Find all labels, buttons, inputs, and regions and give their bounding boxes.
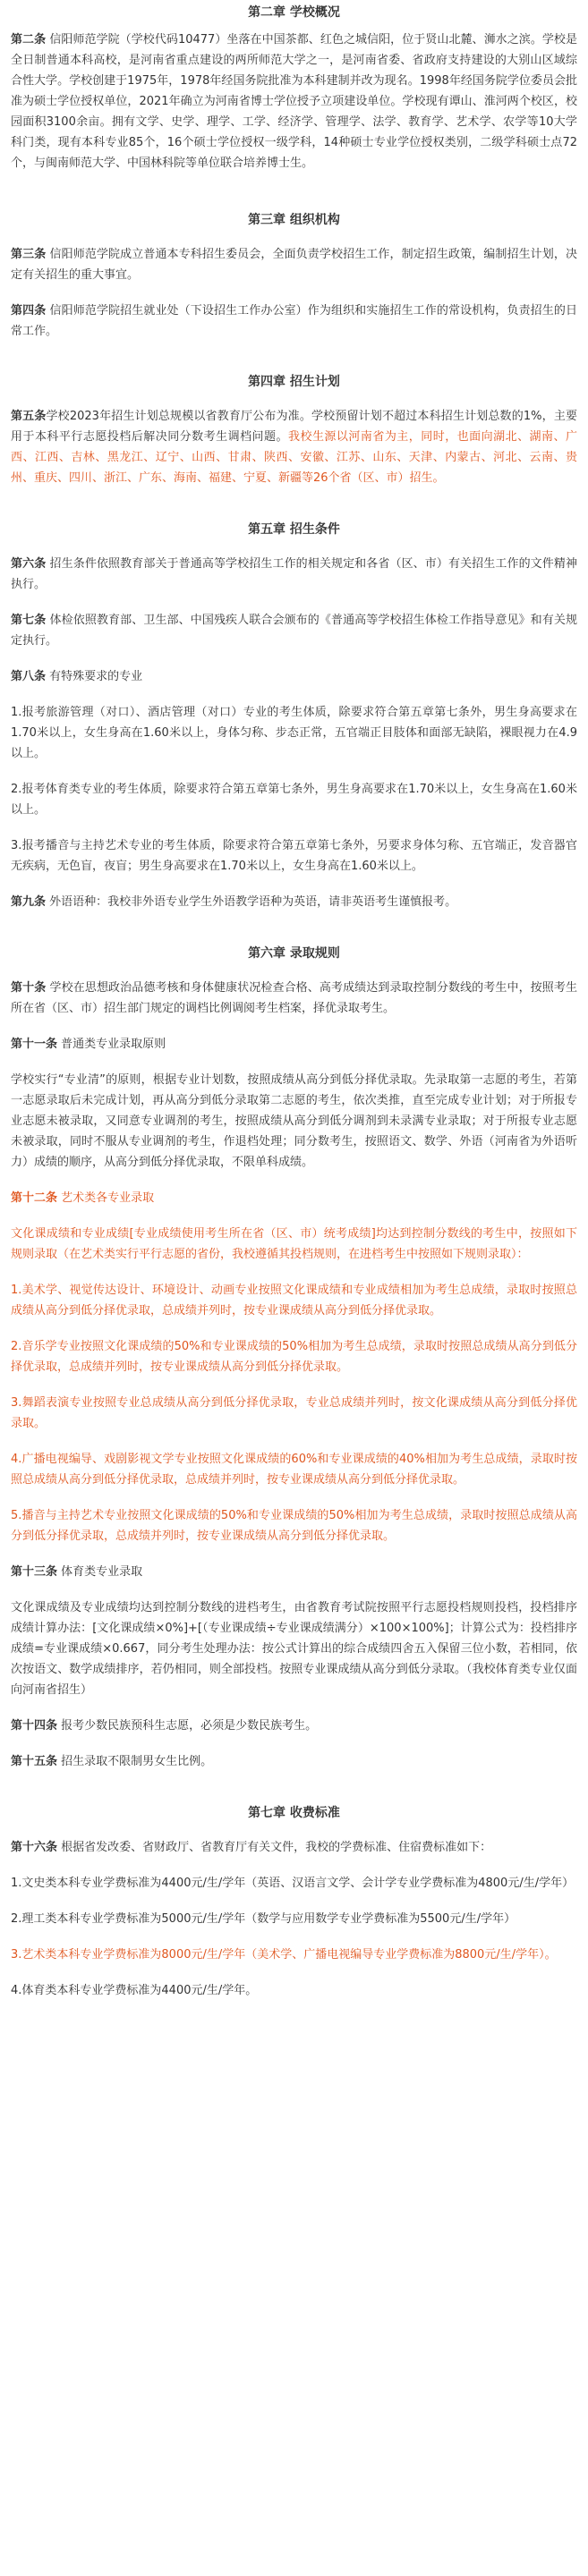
article-6 [11, 554, 577, 595]
article-11 [11, 1034, 577, 1055]
article-14-text: 报考少数民族预科生志愿，必须是少数民族考生。 [57, 1719, 318, 1733]
article-2-lead: 第二条 [11, 33, 47, 47]
fee-item-2: 2.理工类本科专业学费标准为5000元/生/学年（数学与应用数学专业学费标准为5500元/生/学年） [11, 1912, 516, 1926]
article-10 [11, 978, 577, 1019]
fee-item-3: 3.艺术类本科专业学费标准为8000元/生/学年（美术学、广播电视编导专业学费标准为8800元/生/学年）。 [11, 1948, 557, 1962]
art-rule-3: 3.舞蹈表演专业按照专业总成绩从高分到低分择优录取，专业总成绩并列时，按文化课成绩从高分到低分择优录取。 [11, 1396, 577, 1430]
article-5-lead: 第五条 [11, 410, 47, 423]
article-13-lead: 第十三条 [11, 1565, 58, 1579]
article-3 [11, 244, 577, 285]
article-15-lead: 第十五条 [11, 1755, 58, 1768]
article-3-text: 信阳师范学院成立普通本专科招生委员会，全面负责学校招生工作，制定招生政策，编制招生计划，决定有关招生的重大事宜。 [11, 248, 577, 282]
article-8-lead: 第八条 [11, 670, 47, 683]
article-10-text: 学校在思想政治品德考核和身体健康状况检查合格、高考成绩达到录取控制分数线的考生中，按照考生所在省（区、市）招生部门规定的调档比例调阅考生档案，择优录取考生。 [11, 981, 577, 1015]
chapter-5-title: 第五章 招生条件 [248, 522, 340, 537]
art-rule-2: 2.音乐学专业按照文化课成绩的50%和专业课成绩的50%相加为考生总成绩，录取时按照总成绩从高分到低分择优录取，总成绩并列时，按专业课成绩从高分到低分择优录取。 [11, 1340, 577, 1374]
article-11-text: 普通类专业录取原则 [57, 1038, 166, 1051]
article-6-text: 招生条件依照教育部关于普通高等学校招生工作的相关规定和各省（区、市）有关招生工作的文件精神执行。 [11, 557, 577, 591]
article-13 [11, 1562, 577, 1582]
article-9 [11, 892, 577, 912]
article-12 [11, 1188, 577, 1208]
article-9-lead: 第九条 [11, 895, 47, 909]
art-rule-4: 4.广播电视编导、戏剧影视文学专业按照文化课成绩的60%和专业课成绩的40%相加为考生总成绩，录取时按照总成绩从高分到低分择优录取，总成绩并列时，按专业课成绩从高分到低分择优录取。 [11, 1453, 577, 1487]
chapter-2-title: 第二章 学校概况 [248, 5, 340, 20]
article-14 [11, 1716, 577, 1736]
article-12-text: 艺术类各专业录取 [57, 1191, 155, 1205]
article-14-lead: 第十四条 [11, 1719, 58, 1733]
article-5-regions: 我校生源以河南省为主，同时，也面向湖北、湖南、广西、江西、吉林、黑龙江、辽宁、山西、甘肃、陕西、安徽、江苏、山东、天津、内蒙古、河北、云南、贵州、重庆、四川、浙江、广东、海南、福建、宁夏、新疆等26个省（区、市）招生。 [11, 430, 577, 485]
article-11-lead: 第十一条 [11, 1038, 58, 1051]
article-9-text: 外语语种：我校非外语专业学生外语教学语种为英语，请非英语考生谨慎报考。 [46, 895, 457, 909]
article-2 [11, 30, 577, 174]
article-5-text: 学校2023年招生计划总规模以省教育厅公布为准。学校预留计划不超过本科招生计划总数的1%，主要用于本科平行志愿投档后解决同分数考生调档问题。 [11, 410, 577, 444]
chapter-7-title: 第七章 收费标准 [248, 1806, 340, 1820]
article-8-item-1: 1.报考旅游管理（对口）、酒店管理（对口）专业的考生体质，除要求符合第五章第七条外，男生身高要求在1.70米以上，女生身高在1.60米以上，身体匀称、步态正常，五官端正目肢体和面部无缺陷，裸眼视力在4.9以上。 [11, 706, 577, 760]
article-16-lead: 第十六条 [11, 1841, 58, 1854]
article-4 [11, 301, 577, 342]
article-7 [11, 610, 577, 651]
article-15-text: 招生录取不限制男女生比例。 [57, 1755, 213, 1768]
article-12-lead: 第十二条 [11, 1191, 58, 1205]
article-16-text: 根据省发改委、省财政厅、省教育厅有关文件，我校的学费标准、住宿费标准如下： [57, 1841, 492, 1854]
article-8 [11, 666, 577, 687]
fee-item-1: 1.文史类本科专业学费标准为4400元/生/学年（英语、汉语言文学、会计学专业学费标准为4800元/生/学年） [11, 1877, 575, 1890]
article-8-text: 有特殊要求的专业 [46, 670, 143, 683]
chapter-4-title: 第四章 招生计划 [248, 375, 340, 389]
article-5 [11, 406, 577, 488]
article-15 [11, 1751, 577, 1772]
article-8-item-3: 3.报考播音与主持艺术专业的考生体质，除要求符合第五章第七条外，另要求身体匀称、五官端正，发音器官无疾病，无色盲，夜盲；男生身高要求在1.70米以上，女生身高在1.60米以上。 [11, 839, 577, 873]
article-4-text: 信阳师范学院招生就业处（下设招生工作办公室）作为组织和实施招生工作的常设机构，负责招生的日常工作。 [11, 304, 577, 338]
article-2-text: 信阳师范学院（学校代码10477）坐落在中国茶都、红色之城信阳，位于贤山北麓、浉水之滨。学校是全日制普通本科高校，是河南省重点建设的两所师范大学之一，是河南省委、省政府支持建设的大别山区域综合性大学。学校创建于1975年，1978年经国务院批准为本科建制并改为现名。1998年经国务院学位委员会批准为硕士学位授权单位，2021年确立为河南省博士学位授予立项建设单位。学校现有谭山、淮河两个校区，校园面积3100余亩。拥有文学、史学、理学、工学、经济学、管理学、法学、教育学、艺术学、农学等10大学科门类，现有本科专业85个，16个硕士学位授权一级学科，14种硕士专业学位授权类别，二级学科硕士点72个，与闽南师范大学、中国林科院等单位联合培养博士生。 [11, 33, 577, 170]
article-10-lead: 第十条 [11, 981, 47, 995]
fee-item-4: 4.体育类本科专业学费标准为4400元/生/学年。 [11, 1984, 258, 1997]
article-3-lead: 第三条 [11, 248, 47, 261]
article-7-text: 体检依照教育部、卫生部、中国残疾人联合会颁布的《普通高等学校招生体检工作指导意见》和有关规定执行。 [11, 614, 577, 648]
article-12-body: 文化课成绩和专业成绩[专业成绩使用考生所在省（区、市）统考成绩]均达到控制分数线的考生中，按照如下规则录取（在艺术类实行平行志愿的省份，我校遵循其投档规则，在进档考生中按照如下规则录取）： [11, 1227, 577, 1261]
art-rule-5: 5.播音与主持艺术专业按照文化课成绩的50%和专业课成绩的50%相加为考生总成绩，录取时按照总成绩从高分到低分择优录取，总成绩并列时，按专业课成绩从高分到低分择优录取。 [11, 1509, 577, 1543]
article-13-text: 体育类专业录取 [57, 1565, 143, 1579]
article-8-item-2: 2.报考体育类专业的考生体质，除要求符合第五章第七条外，男生身高要求在1.70米以上，女生身高在1.60米以上。 [11, 783, 577, 817]
article-16 [11, 1837, 577, 1858]
article-11-body: 学校实行“专业清”的原则，根据专业计划数，按照成绩从高分到低分择优录取。先录取第一志愿的考生，若第一志愿录取后未完成计划，再从高分到低分录取第二志愿的考生，依次类推，直至完成专业计划；对于所报专业志愿未被录取，又同意专业调剂的考生，按照成绩从高分到低分调剂到未录满专业录取；对于所报专业志愿未被录取，同时不服从专业调剂的考生，作退档处理；同分数考生，按照语文、数学、外语（河南省为外语听力）成绩的顺序，从高分到低分择优录取，不限单科成绩。 [11, 1073, 577, 1169]
chapter-3-title: 第三章 组织机构 [248, 213, 340, 227]
art-rule-1: 1.美术学、视觉传达设计、环境设计、动画专业按照文化课成绩和专业成绩相加为考生总成绩，录取时按照总成绩从高分到低分择优录取，总成绩并列时，按专业课成绩从高分到低分择优录取。 [11, 1284, 577, 1318]
chapter-6-title: 第六章 录取规则 [248, 946, 340, 961]
article-4-lead: 第四条 [11, 304, 47, 318]
article-7-lead: 第七条 [11, 614, 47, 627]
article-6-lead: 第六条 [11, 557, 47, 571]
article-13-body: 文化课成绩及专业成绩均达到控制分数线的进档考生，由省教育考试院按照平行志愿投档规则投档，投档排序成绩计算办法：[文化课成绩×0%]+[（专业课成绩÷专业课成绩满分）×100×100%]；计算公式为：投档排序成绩=专业课成绩×0.667，同分考生处理办法：按公式计算出的综合成绩四舍五入保留三位小数，若相同，依次按语文、数学成绩排序，若仍相同，则全部投档。按照专业课成绩从高分到低分录取。（我校体育类专业仅面向河南省招生） [11, 1601, 577, 1697]
